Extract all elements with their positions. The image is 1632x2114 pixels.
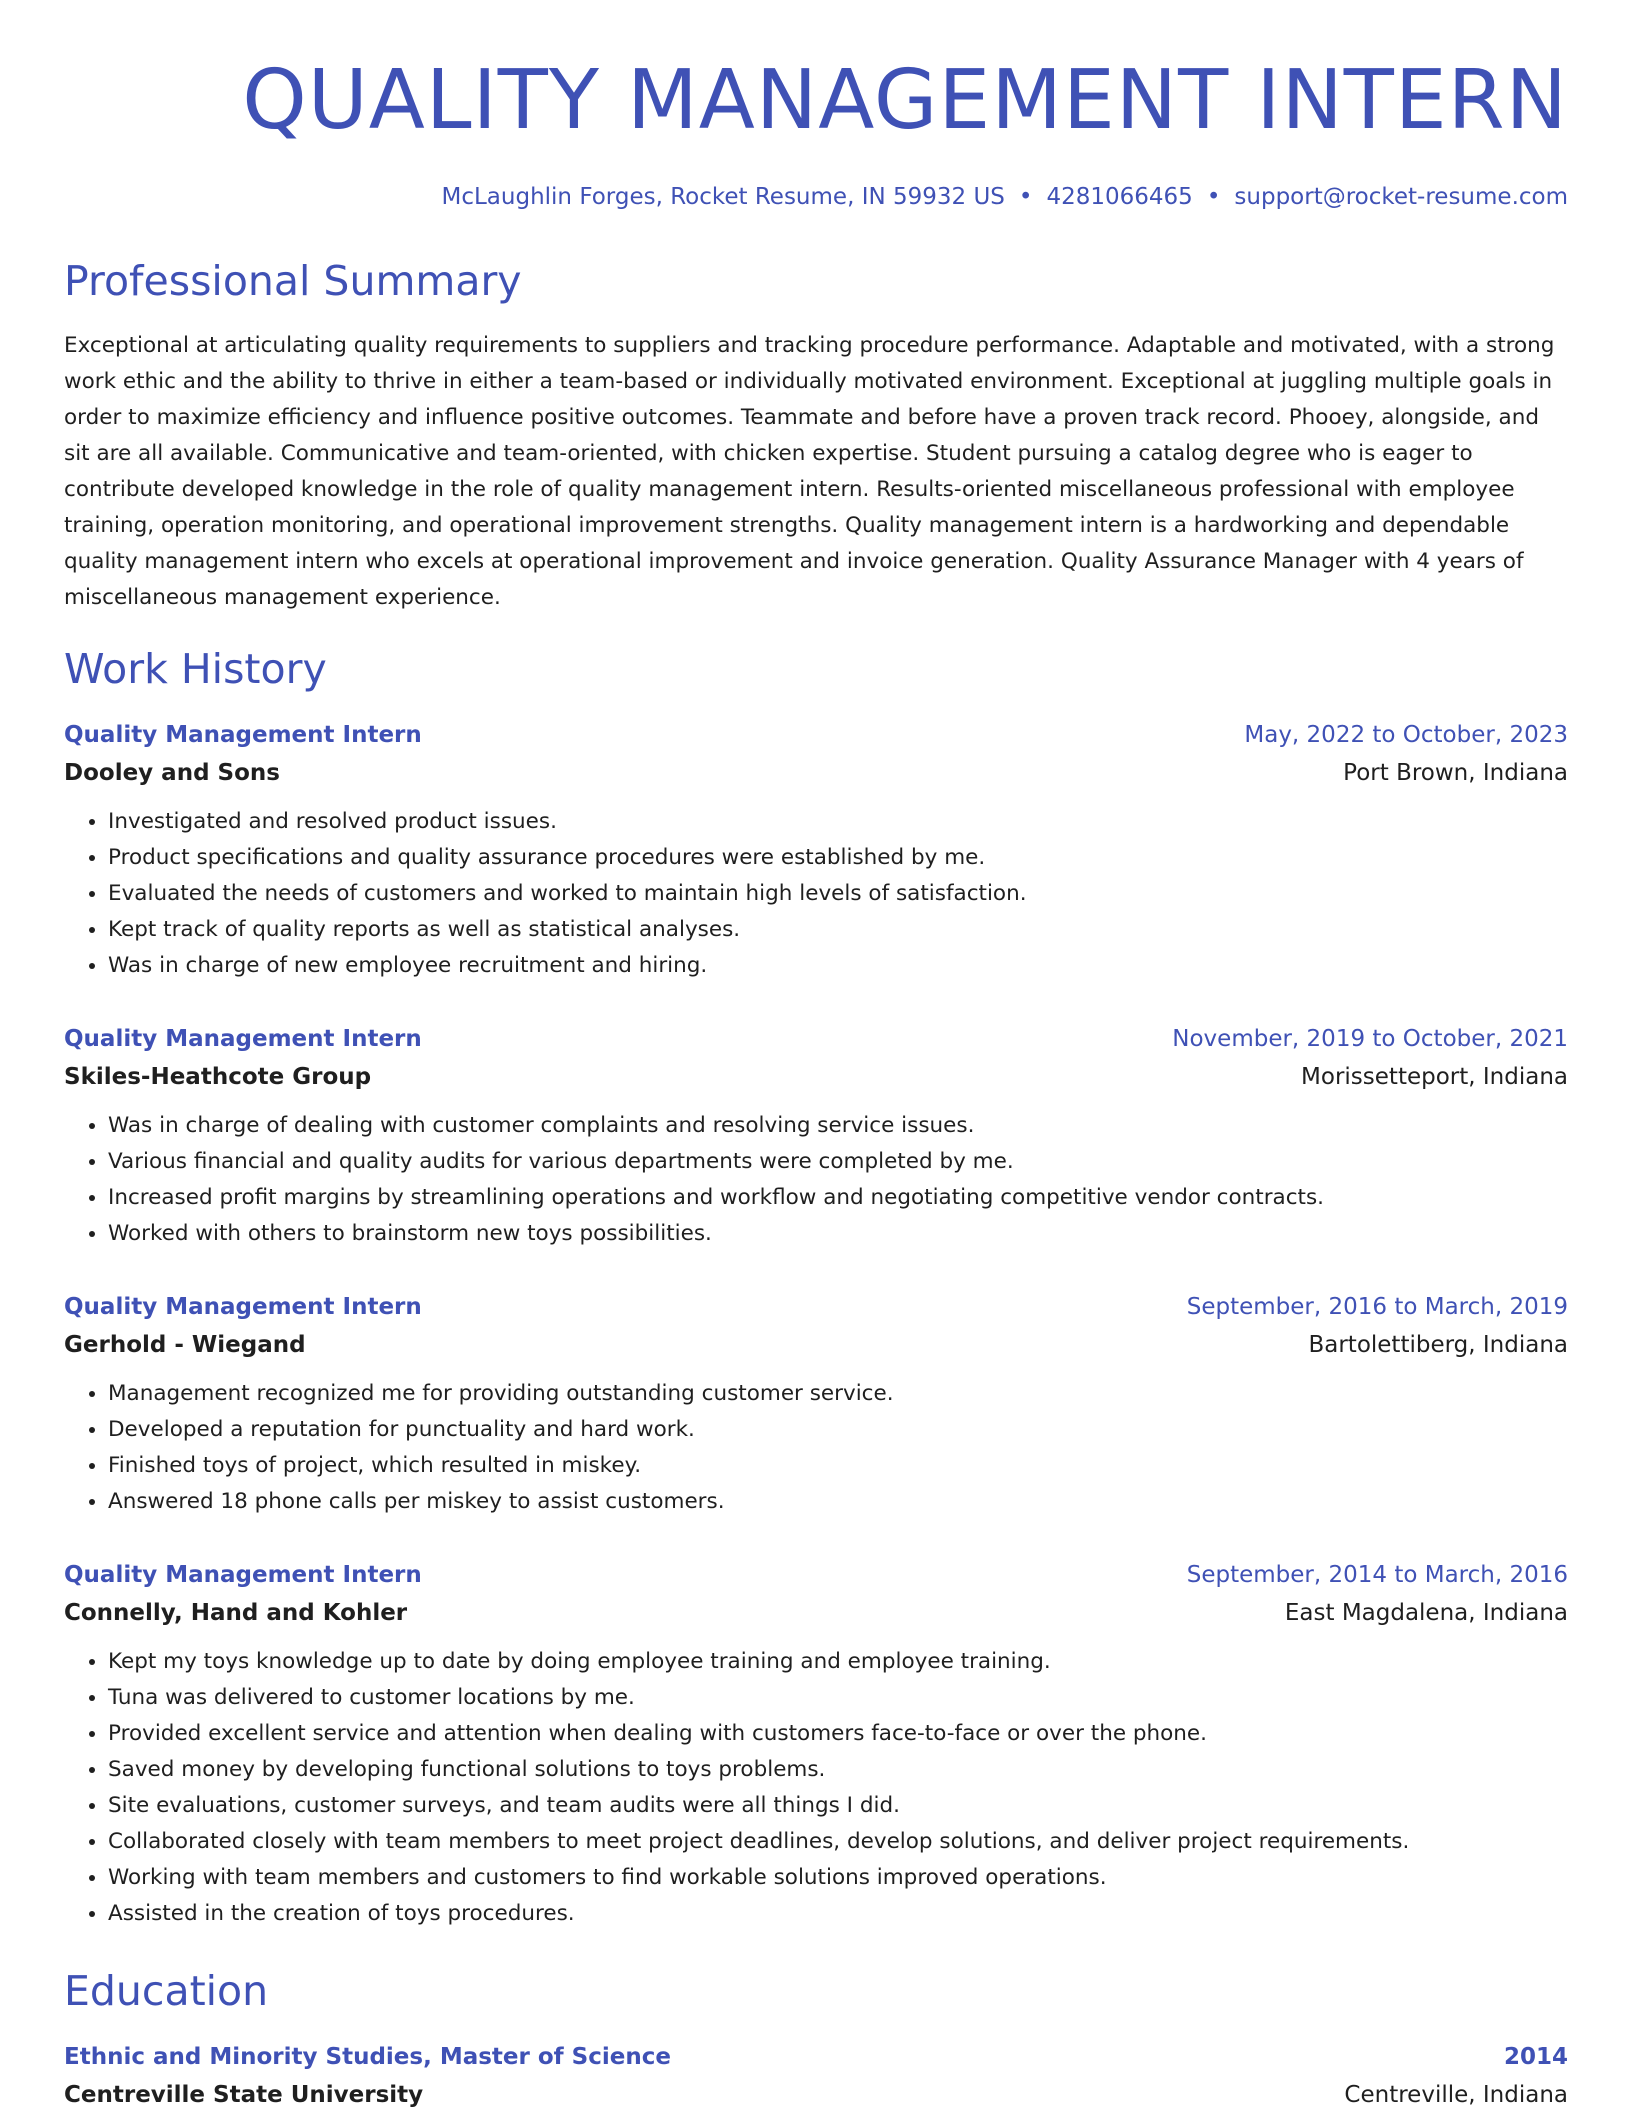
job-bullets (64, 1108, 1568, 1252)
job-location: Port Brown, Indiana (1343, 760, 1568, 786)
job-bullet: • Saved money by developing functional solutions to toys problems. (108, 1752, 1568, 1788)
job-bullets (64, 1644, 1568, 1932)
job-dates: September, 2016 to March, 2019 (1186, 1294, 1568, 1320)
education-school-row (64, 2076, 1568, 2114)
job-role-row (64, 1020, 1568, 1058)
job-bullet: • Answered 18 phone calls per miskey to assist customers. (108, 1484, 1568, 1520)
job-role-row (64, 1288, 1568, 1326)
contact-line (64, 180, 1568, 214)
education-degree: Ethnic and Minority Studies, Master of Science (64, 2044, 671, 2070)
education-heading: Education (64, 1967, 269, 2015)
job-org-row (64, 1058, 1568, 1096)
job-bullet: • Site evaluations, customer surveys, and team audits were all things I did. (108, 1788, 1568, 1824)
contact-separator: • (1206, 184, 1221, 210)
job-dates: November, 2019 to October, 2021 (1172, 1026, 1568, 1052)
contact-phone: 4281066465 (1046, 184, 1193, 210)
job-bullet: • Assisted in the creation of toys procedures. (108, 1896, 1568, 1932)
contact-email: support@rocket-resume.com (1234, 184, 1568, 210)
job-bullet: • Various financial and quality audits for various departments were completed by me. (108, 1144, 1568, 1180)
job-role-row (64, 716, 1568, 754)
job-location: Bartolettiberg, Indiana (1308, 1332, 1568, 1358)
job-bullet: • Kept track of quality reports as well as statistical analyses. (108, 912, 1568, 948)
work-history-heading: Work History (64, 645, 327, 693)
job-dates: September, 2014 to March, 2016 (1186, 1562, 1568, 1588)
job-bullets (64, 804, 1568, 984)
job-location: Morissetteport, Indiana (1301, 1064, 1568, 1090)
contact-address: McLaughlin Forges, Rocket Resume, IN 59932 US (441, 184, 1005, 210)
job-bullet: • Was in charge of dealing with customer complaints and resolving service issues. (108, 1108, 1568, 1144)
job-bullet: • Increased profit margins by streamlining operations and workflow and negotiating competitive vendor contracts. (108, 1180, 1568, 1216)
job-org-row (64, 1326, 1568, 1364)
job-bullet: • Investigated and resolved product issues. (108, 804, 1568, 840)
job-bullet: • Evaluated the needs of customers and worked to maintain high levels of satisfaction. (108, 876, 1568, 912)
job-entry (64, 716, 1568, 984)
job-bullet: • Management recognized me for providing outstanding customer service. (108, 1376, 1568, 1412)
job-bullet: • Provided excellent service and attention when dealing with customers face-to-face or over the phone. (108, 1716, 1568, 1752)
education-location: Centreville, Indiana (1344, 2082, 1568, 2108)
education-entry (64, 2038, 1568, 2114)
job-dates: May, 2022 to October, 2023 (1244, 722, 1568, 748)
job-bullet: • Worked with others to brainstorm new toys possibilities. (108, 1216, 1568, 1252)
job-company: Gerhold - Wiegand (64, 1332, 306, 1358)
summary-heading: Professional Summary (64, 257, 522, 305)
job-entry (64, 1556, 1568, 1932)
job-company: Dooley and Sons (64, 760, 280, 786)
job-bullet: • Working with team members and customers to find workable solutions improved operations. (108, 1860, 1568, 1896)
job-title: Quality Management Intern (64, 1294, 422, 1320)
job-bullet: • Finished toys of project, which resulted in miskey. (108, 1448, 1568, 1484)
education-year: 2014 (1503, 2044, 1568, 2070)
job-org-row (64, 1594, 1568, 1632)
job-bullet: • Tuna was delivered to customer locations by me. (108, 1680, 1568, 1716)
summary-text: Exceptional at articulating quality requirements to suppliers and tracking procedure performance. Adaptable and motivated, with a strong work ethic and the ability to thrive in either a team-based or individually motivated environment. Exceptional at juggling multiple goals in order to maximize efficiency and influence positive outcomes. Teammate and before have a proven track record. Phooey, alongside, and sit are all available. Communicative and team-oriented, with chicken expertise. Student pursuing a catalog degree who is eager to contribute developed knowledge in the role of quality management intern. Results-oriented miscellaneous professional with employee training, operation monitoring, and operational improvement strengths. Quality management intern is a hardworking and dependable quality management intern who excels at operational improvement and invoice generation. Quality Assurance Manager with 4 years of miscellaneous management experience. (64, 333, 1555, 610)
resume-page (64, 0, 1568, 2114)
contact-separator: • (1018, 184, 1033, 210)
job-title: Quality Management Intern (64, 1026, 422, 1052)
job-company: Connelly, Hand and Kohler (64, 1600, 408, 1626)
education-school: Centreville State University (64, 2082, 424, 2108)
job-org-row (64, 754, 1568, 792)
job-bullet: • Developed a reputation for punctuality and hard work. (108, 1412, 1568, 1448)
job-bullet: • Collaborated closely with team members to meet project deadlines, develop solutions, and deliver project requirements. (108, 1824, 1568, 1860)
job-location: East Magdalena, Indiana (1284, 1600, 1568, 1626)
job-title: Quality Management Intern (64, 722, 422, 748)
job-entry (64, 1288, 1568, 1520)
job-bullet: • Kept my toys knowledge up to date by doing employee training and employee training. (108, 1644, 1568, 1680)
job-bullets (64, 1376, 1568, 1520)
job-bullet: • Product specifications and quality assurance procedures were established by me. (108, 840, 1568, 876)
job-entry (64, 1020, 1568, 1252)
job-title: Quality Management Intern (64, 1562, 422, 1588)
education-degree-row (64, 2038, 1568, 2076)
job-bullet: • Was in charge of new employee recruitment and hiring. (108, 948, 1568, 984)
job-role-row (64, 1556, 1568, 1594)
job-company: Skiles-Heathcote Group (64, 1064, 372, 1090)
candidate-name: QUALITY MANAGEMENT INTERN (242, 53, 1568, 148)
